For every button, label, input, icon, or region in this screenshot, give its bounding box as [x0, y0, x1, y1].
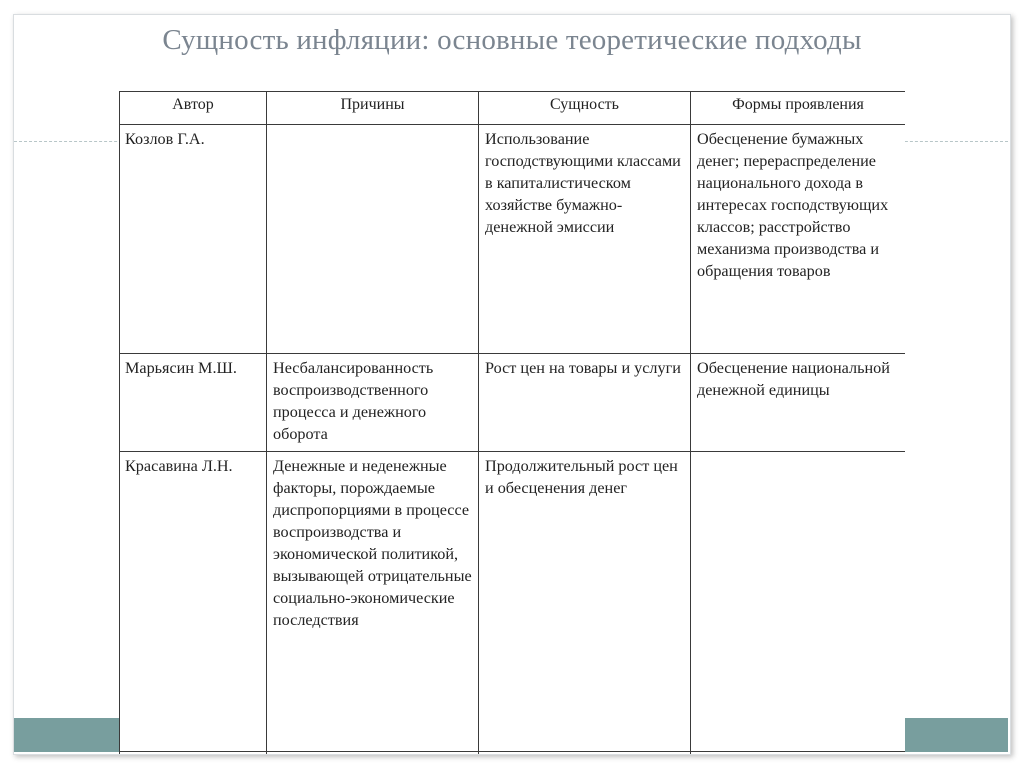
- cell-forms: Обесценение национальной денежной единицы: [691, 354, 906, 452]
- cell-essence: Продолжительный рост цен и обесценения денег: [479, 452, 691, 752]
- header-essence: Сущность: [479, 92, 691, 125]
- cell-forms: Обесценение бумажных денег; перераспределение национального дохода в интересах господствующих классов; расстройство механизма производства и обращения товаров: [691, 125, 906, 354]
- cell-causes: Денежные и неденежные факторы, порождаемые диспропорциями в процессе воспроизводства и экономической политикой, вызывающей отрицательные социально-экономические последствия: [267, 452, 479, 752]
- cell-empty: [120, 752, 267, 755]
- cell-essence: Рост цен на товары и услуги: [479, 354, 691, 452]
- cell-empty: [267, 752, 479, 755]
- table-row: [120, 125, 906, 354]
- table-row: [120, 354, 906, 452]
- table-row-truncated: [120, 752, 906, 755]
- cell-author: Козлов Г.А.: [120, 125, 267, 354]
- cell-causes: Несбалансированность воспроизводственного процесса и денежного оборота: [267, 354, 479, 452]
- cell-essence: [479, 125, 691, 354]
- cell-empty: [691, 752, 906, 755]
- theories-table-container: [119, 91, 905, 754]
- cell-forms: [691, 452, 906, 752]
- cell-author: Марьясин М.Ш.: [120, 354, 267, 452]
- cell-causes: [267, 125, 479, 354]
- header-causes: Причины: [267, 92, 479, 125]
- slide-title: Сущность инфляции: основные теоретические подходы: [162, 24, 862, 56]
- table-row: [120, 452, 906, 752]
- cell-essence-text: Использование господствующими классами в капиталистическом хозяйстве бумажно-денежной эмиссии: [485, 130, 681, 236]
- table-header-row: [120, 92, 906, 125]
- header-author: Автор: [120, 92, 267, 125]
- theories-table: [119, 91, 905, 754]
- cell-empty: [479, 752, 691, 755]
- cell-author: Красавина Л.Н.: [120, 452, 267, 752]
- header-forms: Формы проявления: [691, 92, 906, 125]
